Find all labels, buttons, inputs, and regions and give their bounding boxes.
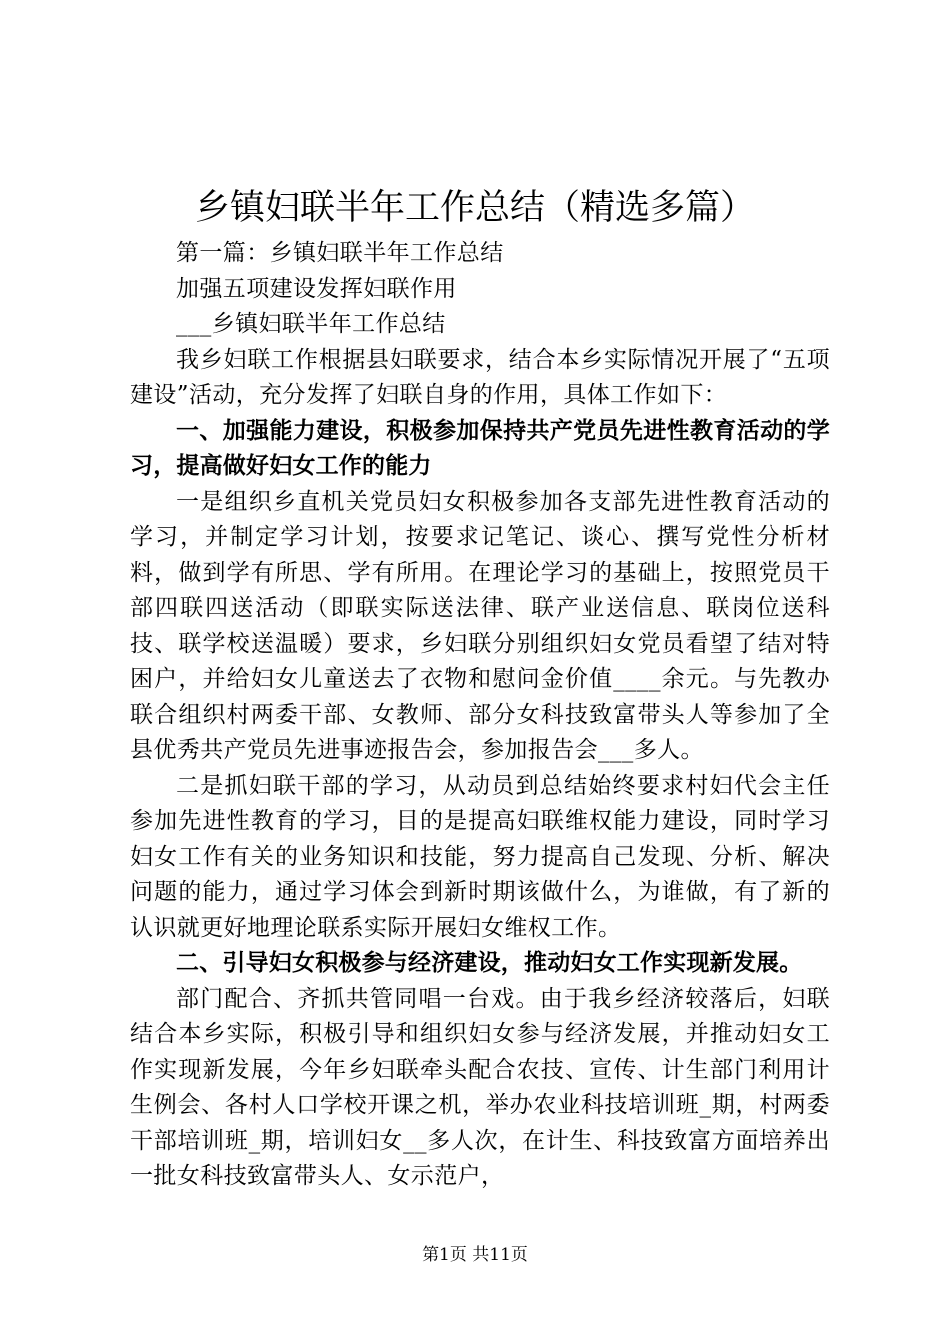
document-body (130, 236, 830, 1195)
page-number-footer: 第1页 共11页 (422, 1245, 528, 1265)
paragraph-section-1-part-2: 二是抓妇联干部的学习，从动员到总结始终要求村妇代会主任参加先进性教育的学习，目的是提高妇联维权能力建设，同时学习妇女工作有关的业务知识和技能，努力提高自己发现、分析、解决问题的能力，通过学习体会到新时期该做什么，为谁做，有了新的认识就更好地理论联系实际开展妇女维权工作。 (130, 772, 830, 941)
paragraph-subtitle: 加强五项建设发挥妇联作用 (176, 275, 457, 302)
section-heading-2: 二、引导妇女积极参与经济建设，推动妇女工作实现新发展。 (176, 950, 803, 976)
document-title: 乡镇妇联半年工作总结（精选多篇） (194, 188, 755, 228)
section-heading-1: 一、加强能力建设，积极参加保持共产党员先进性教育活动的学习，提高做好妇女工作的能力 (130, 417, 830, 479)
paragraph-chapter-heading: 第一篇：乡镇妇联半年工作总结 (176, 240, 504, 266)
paragraph-intro: 我乡妇联工作根据县妇联要求，结合本乡实际情况开展了“五项建设”活动，充分发挥了妇联自身的作用，具体工作如下： (130, 346, 830, 408)
paragraph-section-1-part-1: 一是组织乡直机关党员妇女积极参加各支部先进性教育活动的学习，并制定学习计划，按要求记笔记、谈心、撰写党性分析材料，做到学有所思、学有所用。在理论学习的基础上，按照党员干部四联四送活动（即联实际送法律、联产业送信息、联岗位送科技、联学校送温暖）要求，乡妇联分别组织妇女党员看望了结对特困户，并给妇女儿童送去了衣物和慰问金价值____余元。与先教办联合组织村两委干部、女教师、部分女科技致富带头人等参加了全县优秀共产党员先进事迹报告会，参加报告会___多人。 (130, 488, 830, 763)
paragraph-report-name: ___乡镇妇联半年工作总结 (176, 311, 446, 337)
paragraph-section-2-part-1: 部门配合、齐抓共管同唱一台戏。由于我乡经济较落后，妇联结合本乡实际，积极引导和组织妇女参与经济发展，并推动妇女工作实现新发展，今年乡妇联牵头配合农技、宣传、计生部门利用计生例会、各村人口学校开课之机，举办农业科技培训班_期，村两委干部培训班_期，培训妇女__多人次，在计生、科技致富方面培养出一批女科技致富带头人、女示范户， (130, 985, 830, 1189)
